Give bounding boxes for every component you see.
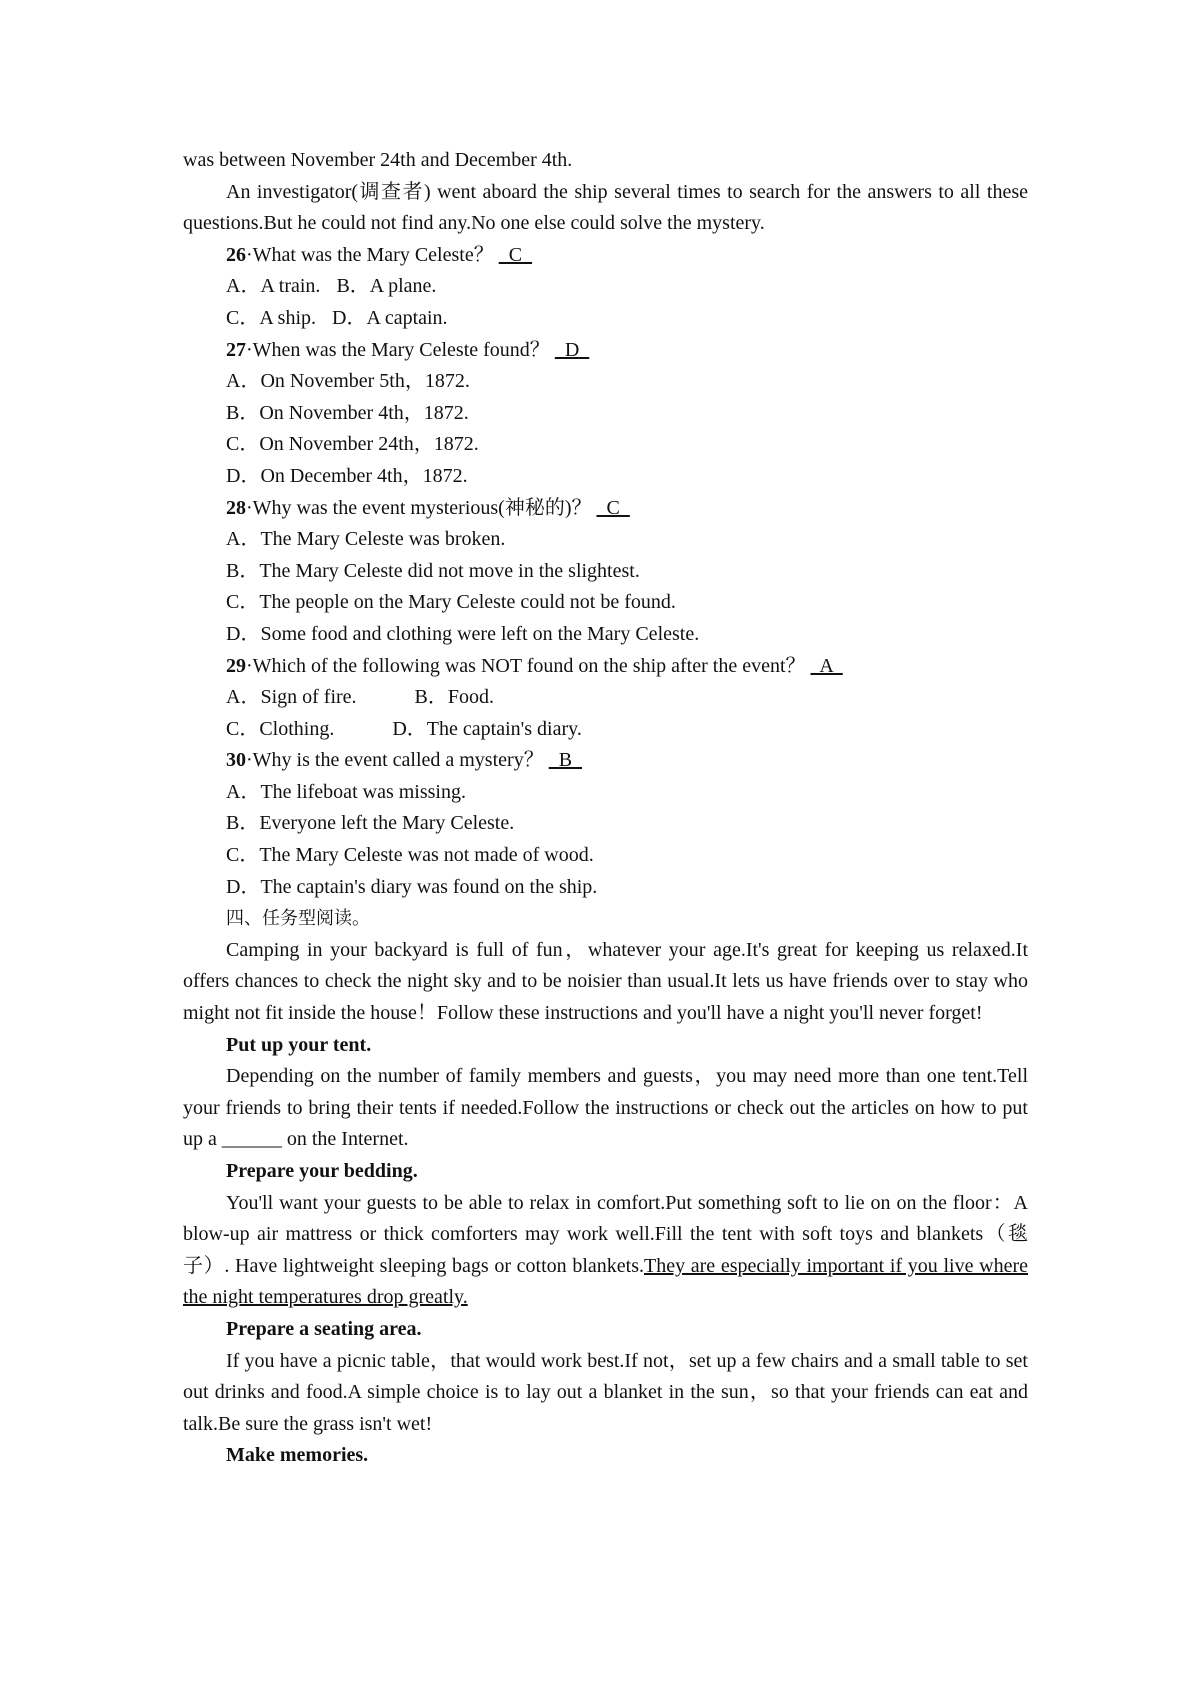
answer-option: B．Everyone left the Mary Celeste. <box>226 812 515 835</box>
answer-option: D．The captain's diary was found on the ship. <box>226 875 598 898</box>
answer-option: D．Some food and clothing were left on the Mary Celeste. <box>226 622 700 645</box>
section-heading: Make memories. <box>226 1444 369 1467</box>
answer-option: D．A captain. <box>332 306 448 329</box>
answer-option-row <box>183 303 1028 335</box>
question-stem: 29·Which of the following was NOT found on the ship after the event？ A <box>226 654 843 677</box>
section-heading: Put up your tent. <box>226 1033 372 1056</box>
answer-option: A．The Mary Celeste was broken. <box>226 528 506 551</box>
document-page <box>183 145 1028 1472</box>
section-intro: Camping in your backyard is full of fun，whatever your age.It's great for keeping us relaxed.It offers chances to check the night sky and to be noisier than usual.It lets us have friends over to stay who might not fit inside the house！Follow these instructions and you'll have a night you'll never forget! <box>183 938 1028 1025</box>
section-heading: Prepare a seating area. <box>226 1317 422 1340</box>
question-text: What was the Mary Celeste？ <box>252 243 494 266</box>
section-title-text: 四、任务型阅读。 <box>226 908 370 930</box>
question-number: 30 <box>226 749 246 772</box>
question-text: Why is the event called a mystery？ <box>252 749 544 772</box>
question-text: Why was the event mysterious(神秘的)？ <box>252 496 592 519</box>
question-text: When was the Mary Celeste found？ <box>252 338 550 361</box>
question-stem: 27·When was the Mary Celeste found？ D <box>226 338 590 361</box>
question-number: 26 <box>226 243 246 266</box>
answer-option-row <box>183 682 1028 714</box>
section-title <box>183 903 1028 935</box>
answer-option: A．On November 5th，1872. <box>226 370 470 393</box>
answer-option-row <box>183 714 1028 746</box>
answer-option: D．On December 4th，1872. <box>226 464 468 487</box>
question-number: 28 <box>226 496 246 519</box>
answer-option: A．A train. <box>226 275 321 298</box>
section-paragraph <box>183 1188 1028 1314</box>
answer-blank: B <box>548 749 583 772</box>
question-text: Which of the following was NOT found on the ship after the event？ <box>252 654 806 677</box>
section-parts <box>183 1030 1028 1472</box>
answer-option: C．The people on the Mary Celeste could not be found. <box>226 591 676 614</box>
underlined-sentence: They are especially important if you live where the night temperatures drop greatly. <box>183 1254 1028 1309</box>
answer-option: D．The captain's diary. <box>392 717 582 740</box>
answer-blank: C <box>498 243 533 266</box>
paragraph-text: You'll want your guests to be able to relax in comfort.Put something soft to lie on on the floor：A blow-up air mattress or thick comforters may work well.Fill the tent with soft toys and blankets（毯子）. Have lightweight sleeping bags or cotton blankets. <box>183 1191 1028 1277</box>
answer-option: A．Sign of fire. <box>226 686 357 709</box>
answer-option: C．The Mary Celeste was not made of wood. <box>226 844 594 867</box>
answer-option: B．Food. <box>414 686 495 709</box>
paragraph-text: If you have a picnic table，that would work best.If not，set up a few chairs and a small table to set out drinks and food.A simple choice is to lay out a blanket in the sun，so that your friends can eat and talk.Be sure the grass isn't wet! <box>183 1349 1028 1435</box>
answer-option: C．A ship. <box>226 306 317 329</box>
answer-option-row <box>183 271 1028 303</box>
answer-option: C．Clothing. <box>226 717 335 740</box>
paragraph-text: Depending on the number of family members and guests，you may need more than one tent.Tell your friends to bring their tents if needed.Follow the instructions or check out the articles on how to put up a ______ on the Internet. <box>183 1065 1028 1151</box>
section-heading: Prepare your bedding. <box>226 1160 418 1182</box>
answer-blank: C <box>596 496 630 519</box>
answer-option: B．The Mary Celeste did not move in the slightest. <box>226 559 640 582</box>
answer-option: C．On November 24th，1872. <box>226 433 479 456</box>
intro-paragraph: An investigator(调查者) went aboard the ship several times to search for the answers to all these questions.But he could not find any.No one else could solve the mystery. <box>183 180 1028 235</box>
question-number: 29 <box>226 654 246 677</box>
section-paragraph <box>183 1346 1028 1441</box>
question-stem: 30·Why is the event called a mystery？ B <box>226 749 583 772</box>
answer-option: B．A plane. <box>336 275 437 298</box>
section-paragraph <box>183 1061 1028 1156</box>
question-stem: 26·What was the Mary Celeste？ C <box>226 243 533 266</box>
question-stem: 28·Why was the event mysterious(神秘的)？ C <box>226 496 630 519</box>
question-list <box>183 240 1028 903</box>
answer-blank: D <box>554 338 590 361</box>
answer-option: A．The lifeboat was missing. <box>226 780 466 803</box>
answer-blank: A <box>810 654 843 677</box>
answer-option: B．On November 4th，1872. <box>226 401 469 424</box>
intro-line: was between November 24th and December 4th. <box>183 149 573 171</box>
question-number: 27 <box>226 338 246 361</box>
